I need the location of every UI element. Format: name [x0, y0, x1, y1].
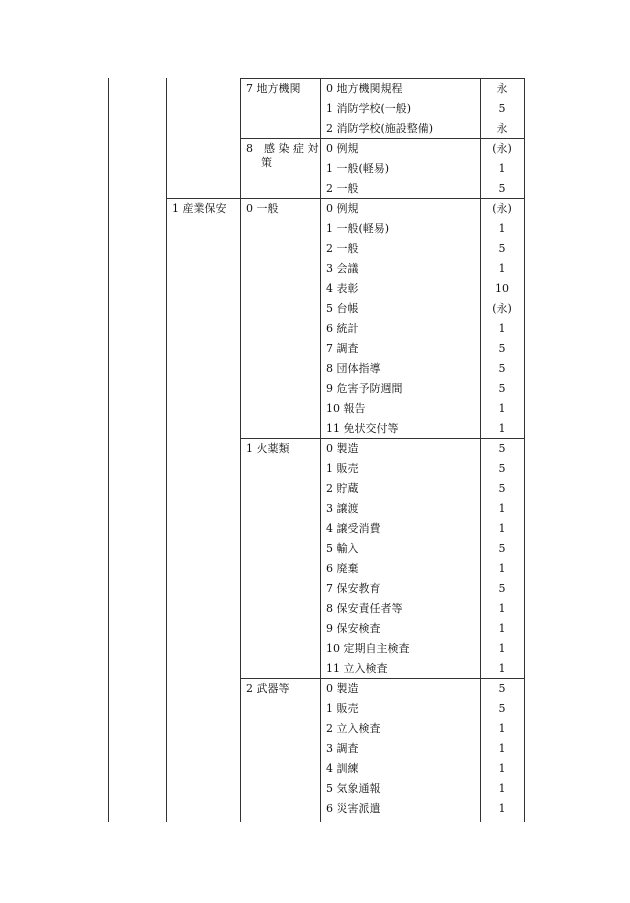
item-name: 3 会議: [326, 262, 359, 275]
retention-period: 1: [498, 762, 506, 775]
retention-period: 5: [498, 182, 506, 195]
retention-period: 1: [498, 522, 506, 535]
mid-category-label: 1 産業保安: [172, 202, 227, 215]
table-column-divider: [320, 78, 321, 822]
retention-period: 10: [495, 282, 509, 295]
item-name: 6 廃棄: [326, 562, 359, 575]
section-label: 1 火薬類: [246, 442, 290, 455]
retention-period: 5: [498, 682, 506, 695]
item-name: 7 調査: [326, 342, 359, 355]
item-name: 2 一般: [326, 182, 359, 195]
item-name: 1 一般(軽易): [326, 222, 390, 235]
item-name: 10 報告: [326, 402, 366, 415]
item-name: 9 保安検査: [326, 622, 381, 635]
retention-period: 1: [498, 162, 506, 175]
item-name: 2 貯蔵: [326, 482, 359, 495]
item-name: 0 地方機関規程: [326, 82, 403, 95]
item-name: 0 例規: [326, 202, 359, 215]
retention-period: 5: [498, 242, 506, 255]
table-column-divider: [240, 78, 241, 822]
retention-period: 5: [498, 442, 506, 455]
retention-period: 1: [498, 502, 506, 515]
retention-period: 5: [498, 342, 506, 355]
retention-period: 1: [498, 802, 506, 815]
retention-period: 1: [498, 722, 506, 735]
item-name: 0 例規: [326, 142, 359, 155]
item-name: 5 気象通報: [326, 782, 381, 795]
section-label: 2 武器等: [246, 682, 290, 695]
item-name: 0 製造: [326, 442, 359, 455]
section-separator: [166, 198, 524, 199]
retention-period: 5: [498, 462, 506, 475]
section-label: 0 一般: [246, 202, 279, 215]
table-border-left: [108, 78, 109, 822]
item-name: 3 調査: [326, 742, 359, 755]
retention-period: 1: [498, 402, 506, 415]
table-border-right: [524, 78, 525, 822]
retention-period: 1: [498, 322, 506, 335]
retention-period: 5: [498, 362, 506, 375]
section-label: 7 地方機関: [246, 82, 301, 95]
item-name: 8 保安責任者等: [326, 602, 403, 615]
item-name: 2 立入検査: [326, 722, 381, 735]
item-name: 9 危害予防週間: [326, 382, 403, 395]
section-label: 8 感 染 症 対 策: [246, 142, 319, 169]
item-name: 5 台帳: [326, 302, 359, 315]
item-name: 1 一般(軽易): [326, 162, 390, 175]
retention-period: 1: [498, 222, 506, 235]
retention-period: (永): [492, 142, 512, 155]
item-name: 0 製造: [326, 682, 359, 695]
item-name: 1 販売: [326, 702, 359, 715]
item-name: 5 輸入: [326, 542, 359, 555]
section-separator: [240, 678, 524, 679]
item-name: 2 一般: [326, 242, 359, 255]
item-name: 10 定期自主検査: [326, 642, 410, 655]
section-separator: [240, 438, 524, 439]
table-column-divider: [166, 78, 167, 822]
item-name: 4 表彰: [326, 282, 359, 295]
retention-period: 永: [496, 82, 508, 95]
item-name: 1 販売: [326, 462, 359, 475]
retention-period: 永: [496, 122, 508, 135]
retention-period: 1: [498, 562, 506, 575]
item-name: 4 訓練: [326, 762, 359, 775]
item-name: 11 立入検査: [326, 662, 388, 675]
retention-period: (永): [492, 202, 512, 215]
item-name: 11 免状交付等: [326, 422, 399, 435]
item-name: 4 譲受消費: [326, 522, 381, 535]
retention-period: 5: [498, 702, 506, 715]
item-name: 7 保安教育: [326, 582, 381, 595]
retention-period: 5: [498, 582, 506, 595]
retention-period: 1: [498, 662, 506, 675]
retention-period: 1: [498, 742, 506, 755]
retention-period: 5: [498, 102, 506, 115]
section-separator: [240, 138, 524, 139]
retention-period: 5: [498, 382, 506, 395]
item-name: 6 統計: [326, 322, 359, 335]
retention-period: 1: [498, 642, 506, 655]
item-name: 8 団体指導: [326, 362, 381, 375]
retention-period: 5: [498, 482, 506, 495]
item-name: 1 消防学校(一般): [326, 102, 412, 115]
retention-period: (永): [492, 302, 512, 315]
retention-period: 1: [498, 782, 506, 795]
table-border-top: [240, 78, 524, 79]
retention-period: 5: [498, 542, 506, 555]
retention-period: 1: [498, 622, 506, 635]
retention-period: 1: [498, 262, 506, 275]
item-name: 3 譲渡: [326, 502, 359, 515]
retention-period: 1: [498, 602, 506, 615]
item-name: 6 災害派遣: [326, 802, 381, 815]
retention-period: 1: [498, 422, 506, 435]
item-name: 2 消防学校(施設整備): [326, 122, 434, 135]
